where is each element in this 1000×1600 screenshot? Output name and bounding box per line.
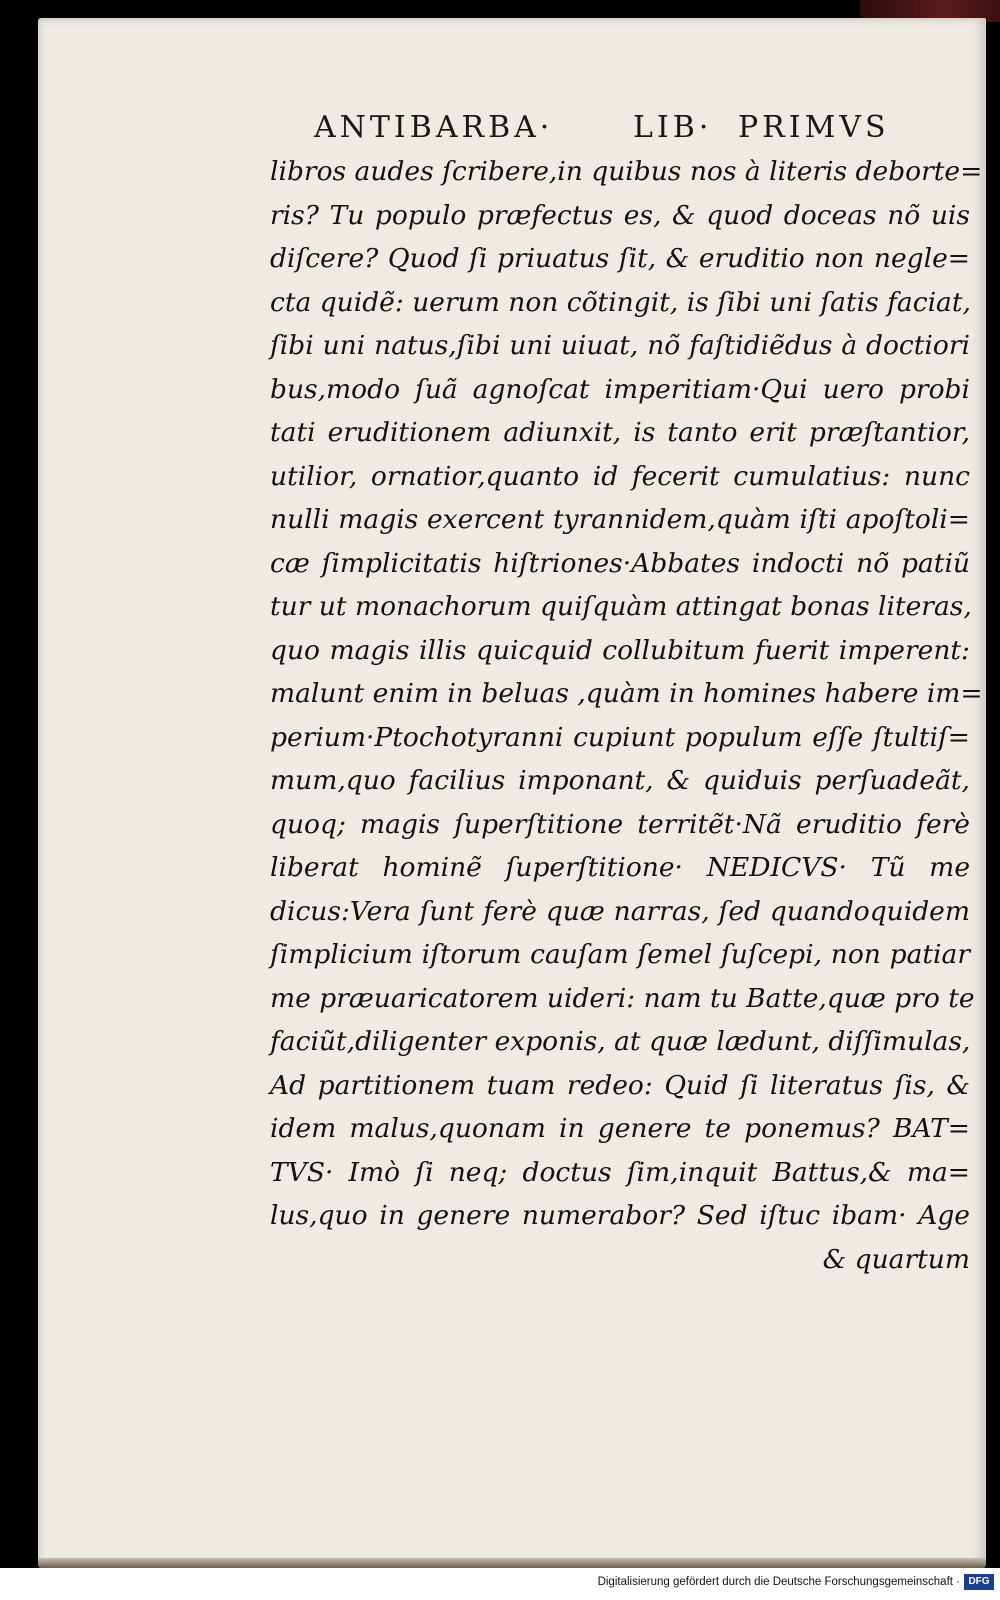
text-line: TVS· Imò ſi neq; doctus ſim,inquit Battus,& ma=	[270, 1156, 970, 1188]
text-line: Ad partitionem tuam redeo: Quid ſi literatus ſis, &	[270, 1069, 970, 1101]
text-line: faciũt,diligenter exponis, at quæ lædunt, diſſimulas,	[270, 1026, 971, 1057]
text-line: libros audes ſcribere,in quibus nos à literis deborte=	[270, 156, 983, 187]
text-line: tur ut monachorum quiſquàm attingat bonas literas,	[270, 591, 972, 622]
text-line: tati eruditionem adiunxit, is tanto erit præſtantior,	[270, 417, 970, 448]
dfg-logo: DFG	[964, 1574, 994, 1590]
catchword: & quartum	[822, 1243, 970, 1275]
book-page	[38, 18, 986, 1566]
text-line: mum,quo facilius imponant, & quiduis perſuadeãt,	[270, 765, 970, 796]
text-line: liberat hominẽ ſuperſtitione· NEDICVS· Tũ me	[270, 852, 970, 883]
running-head-title: ANTIBARBA·	[314, 110, 554, 145]
footer-bar	[0, 1568, 1000, 1600]
funding-credit: Digitalisierung gefördert durch die Deutsche Forschungsgemeinschaft ·	[597, 1576, 960, 1588]
page-bottom-edge	[38, 1558, 986, 1568]
text-line: dicus:Vera ſunt ferè quæ narras, ſed quandoquidem	[270, 895, 970, 927]
text-line: cta quidẽ: uerum non cõtingit, is ſibi uni ſatis faciat,	[270, 286, 971, 318]
text-line: lus,quo in genere numerabor? Sed iſtuc ibam· Age	[270, 1200, 970, 1231]
text-line: quoq; magis ſuperſtitione territẽt·Nã eruditio ferè	[270, 808, 970, 840]
text-block	[270, 150, 983, 1281]
text-line: idem malus,quonam in genere te ponemus? BAT=	[270, 1113, 970, 1144]
text-line: quo magis illis quicquid collubitum fuerit imperent:	[270, 634, 970, 666]
running-head	[38, 110, 986, 150]
running-head-number: PRIMVS	[738, 110, 890, 145]
text-line: nulli magis exercent tyrannidem,quàm iſti apoſtoli=	[270, 504, 970, 535]
text-line: ſibi uni natus,ſibi uni uiuat, nõ faſtidiẽdus à doctiori	[270, 330, 970, 361]
text-line: bus,modo ſuã agnoſcat imperitiam·Qui uero probi	[270, 373, 970, 405]
text-line: perium·Ptochotyranni cupiunt populum eſſe ſtultiſ=	[270, 721, 970, 753]
text-line: ſimplicium iſtorum cauſam ſemel ſuſcepi, non patiar	[270, 939, 970, 970]
text-line: cæ ſimplicitatis hiſtriones·Abbates indocti nõ patiũ	[270, 547, 970, 579]
text-line: me præuaricatorem uideri: nam tu Batte,quæ pro te	[270, 982, 975, 1014]
text-line: ris? Tu populo præfectus es, & quod doceas nõ uis	[270, 199, 970, 231]
text-line: diſcere? Quod ſi priuatus ſit, & eruditio non negle=	[270, 243, 970, 274]
text-line: malunt enim in beluas ,quàm in homines habere im=	[270, 678, 983, 709]
running-head-book: LIB·	[633, 110, 713, 145]
text-line: utilior, ornatior,quanto id fecerit cumulatius: nunc	[270, 460, 970, 492]
